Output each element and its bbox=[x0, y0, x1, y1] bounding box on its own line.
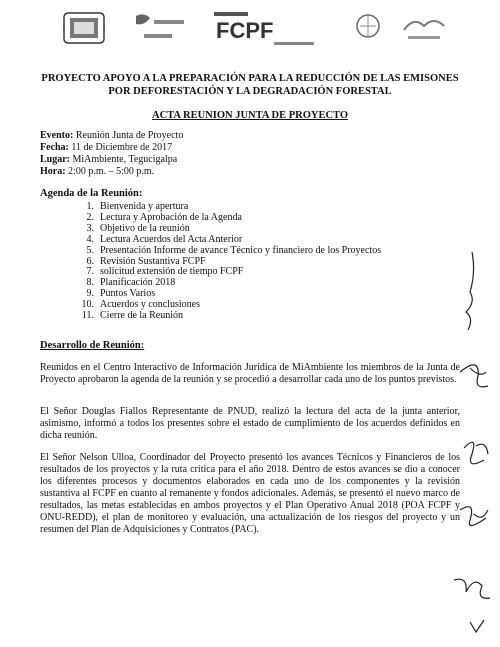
agenda-item: 6. Revisión Sustantiva FCPF bbox=[86, 255, 206, 267]
agenda-item: 2. Lectura y Aprobación de la Agenda bbox=[86, 211, 242, 223]
paragraph-3: El Señor Nelson Ulloa, Coordinador del Proyecto presentó los avances Técnicos y Financieros de los resultados de los proyectos y la ruta crítica para el año 2018. Dentro de estos avances se dio a conocer los diferentes procesos y documentos elaborados en cada uno de los componentes y la revisión sustantiva al FCPF en cuanto al remanente y fondos adicionales. Además, se presentó el nuevo marco de resultados, las metas establecidas en ambos proyectos y el Plan Operativo Anual 2018 (POA FCPF y ONU-REDD), el plan de monitoreo y evaluación, una actualización de los riesgos del proyecto y un resumen del Plan de Adquisiciones y Contratos (PAC). bbox=[40, 452, 460, 535]
agenda-item: 9. Puntos Varios bbox=[86, 288, 156, 300]
agenda-item: 7. solicitud extensión de tiempo FCPF bbox=[86, 266, 244, 278]
fcpf-logo-icon bbox=[212, 10, 320, 50]
title-line-1: PROYECTO APOYO A LA PREPARACIÓN PARA LA REDUCCIÓN DE LAS EMISONES bbox=[41, 73, 459, 84]
acta-title: ACTA REUNION JUNTA DE PROYECTO bbox=[151, 110, 349, 121]
meeting-meta bbox=[40, 130, 183, 178]
agenda-heading: Agenda de la Reunión: bbox=[40, 188, 143, 199]
meta-hora: Hora: 2:00 p.m. – 5:00 p.m. bbox=[40, 166, 155, 177]
svg-text:FCPF: FCPF bbox=[216, 18, 274, 43]
agenda-item: 4. Lectura Acuerdos del Acta Anterior bbox=[86, 233, 243, 245]
agenda-item: 3. Objetivo de la reunión bbox=[86, 222, 190, 234]
margin-signatures-icon bbox=[450, 250, 500, 647]
agenda-list bbox=[78, 202, 381, 322]
header-logos bbox=[0, 10, 500, 58]
desarrollo-heading: Desarrollo de Reunión: bbox=[40, 340, 145, 351]
un-logo-icon bbox=[350, 10, 390, 46]
paragraph-2: El Señor Douglas Fiallos Representante de PNUD, realizó la lectura del acta de la junta anterior, asimismo, informó a todos los presentes sobre el estado de cumplimiento de los acuerdos definidos en dicha reunión. bbox=[40, 406, 460, 441]
agenda-item: 5. Presentación Informe de avance Técnico y financiero de los Proyectos bbox=[86, 244, 382, 256]
agenda-item: 10. Acuerdos y conclusiones bbox=[81, 299, 200, 311]
title-line-2: POR DEFORESTACIÓN Y LA DEGRADACIÓN FORESTAL bbox=[108, 86, 392, 97]
agenda-item: 8. Planificación 2018 bbox=[86, 277, 176, 289]
redd-logo-icon bbox=[400, 10, 448, 46]
honduras-seal-icon bbox=[62, 10, 106, 46]
meta-evento: Evento: Reunión Junta de Proyecto bbox=[40, 130, 184, 141]
meta-fecha: Fecha: 11 de Diciembre de 2017 bbox=[40, 142, 173, 153]
meta-lugar: Lugar: MiAmbiente, Tegucigalpa bbox=[40, 154, 178, 165]
agenda-item: 1. Bienvenida y apertura bbox=[86, 201, 189, 212]
document-title bbox=[40, 72, 460, 98]
miambiente-logo-icon bbox=[130, 10, 190, 46]
agenda-item: 11. Cierre de la Reunión bbox=[81, 310, 184, 322]
paragraph-1: Reunidos en el Centro Interactivo de Información Jurídica de MiAmbiente los miembros de la Junta de Proyecto aprobaron la agenda de la reunión y se procedió a desarrollar cada uno de los puntos previstos. bbox=[40, 362, 460, 385]
